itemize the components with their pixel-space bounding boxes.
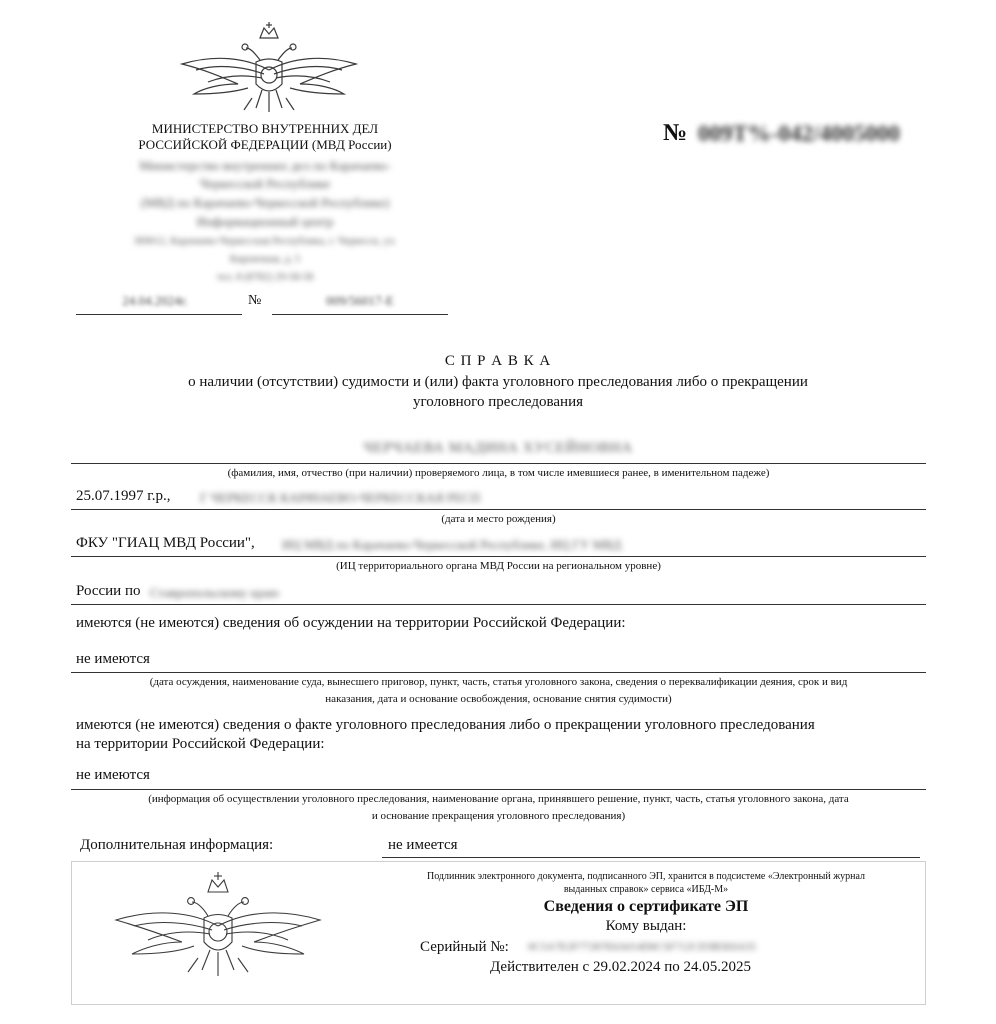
address-line-2: Кирпичная, д. 5 bbox=[229, 254, 301, 265]
address-line-3: тел. 8 (8782) 29-58-58 bbox=[216, 272, 314, 283]
double-headed-eagle-emblem-stamp bbox=[112, 868, 324, 980]
ministry-name-line1: МИНИСТЕРСТВО ВНУТРЕННИХ ДЕЛ bbox=[151, 121, 379, 136]
regional-org-line-4: Информационный центр bbox=[196, 214, 334, 229]
russia-prefix: России по bbox=[76, 583, 141, 599]
doc-number: 009Т%-042/4005000 bbox=[698, 121, 900, 146]
ic-value: ФКУ "ГИАЦ МВД России", bbox=[76, 535, 255, 551]
double-headed-eagle-emblem-top bbox=[176, 18, 362, 116]
cert-heading: Сведения о сертификате ЭП bbox=[543, 898, 749, 915]
reg-number: 009/56017-Е bbox=[326, 293, 394, 308]
doc-number-prefix: № bbox=[663, 120, 688, 146]
cert-note-line1: Подлинник электронного документа, подписанного ЭП, хранится в подсистеме «Электронный журнал bbox=[426, 871, 866, 882]
conviction-caption-2: наказания, дата и основание освобождения, основание снятия судимости) bbox=[325, 693, 672, 705]
prosecution-question-1: имеются (не имеются) сведения о факте уголовного преследования либо о прекращении уголовного преследования bbox=[76, 717, 815, 733]
address-line-1: 369012, Карачаево-Черкесская Республика, г. Черкесск, ул. bbox=[133, 236, 397, 247]
prosecution-caption-1: (информация об осуществлении уголовного преследования, наименование органа, принявшего решение, пункт, часть, статья уголовного закона, дата bbox=[148, 793, 849, 805]
ic-value-blurred: ИЦ МВД по Карачаево-Черкесской Республике, ИЦ ГУ МВД bbox=[282, 537, 622, 552]
doc-subtitle-line2: уголовного преследования bbox=[413, 394, 583, 410]
birth-caption: (дата и место рождения) bbox=[441, 513, 556, 525]
regional-org-line-3: (МВД по Карачаево-Черкесской Республике) bbox=[140, 195, 390, 210]
prosecution-answer: не имеются bbox=[76, 767, 150, 783]
prosecution-line bbox=[71, 789, 926, 790]
conviction-question: имеются (не имеются) сведения об осуждении на территории Российской Федерации: bbox=[76, 615, 626, 631]
date-underline bbox=[76, 314, 242, 315]
cert-serial-value: 0C5A7E2F77287E6A014D6C5F712CD3B5E6A55 bbox=[528, 941, 756, 953]
fio-caption: (фамилия, имя, отчество (при наличии) проверяемого лица, в том числе имевшиеся ранее, в именительном падеже) bbox=[227, 467, 770, 479]
conviction-answer: не имеются bbox=[76, 651, 150, 667]
russia-region: Ставропольскому краю bbox=[150, 585, 279, 600]
doc-subtitle-line1: о наличии (отсутствии) судимости и (или) факта уголовного преследования либо о прекращении bbox=[188, 374, 808, 390]
ic-line bbox=[71, 556, 926, 557]
extra-info-value: не имеется bbox=[388, 837, 458, 853]
birth-date: 25.07.1997 г.р., bbox=[76, 488, 171, 504]
doc-title: С П Р А В К А bbox=[444, 353, 552, 369]
cert-validity: Действителен с 29.02.2024 по 24.05.2025 bbox=[490, 959, 751, 975]
russia-line bbox=[71, 604, 926, 605]
birth-line bbox=[71, 509, 926, 510]
birth-place: Г ЧЕРКЕССК КАРАЧАЕВО-ЧЕРКЕССКАЯ РЕСП bbox=[200, 490, 481, 505]
ic-caption: (ИЦ территориального органа МВД России на региональном уровне) bbox=[336, 560, 661, 572]
extra-info-line bbox=[382, 857, 920, 858]
fio-line bbox=[71, 463, 926, 464]
fio-value: ЧЕРЧАЕВА МАДИНА ХУСЕЙНОВНА bbox=[363, 440, 633, 456]
extra-info-label: Дополнительная информация: bbox=[80, 837, 274, 853]
prosecution-question-2: на территории Российской Федерации: bbox=[76, 736, 325, 752]
certificate-box bbox=[71, 861, 926, 1005]
ministry-name-line2: РОССИЙСКОЙ ФЕДЕРАЦИИ (МВД России) bbox=[138, 137, 392, 152]
reg-number-underline bbox=[272, 314, 448, 315]
issue-date: 24.04.2024г. bbox=[122, 293, 188, 308]
conviction-line bbox=[71, 672, 926, 673]
reg-number-sign: № bbox=[248, 293, 262, 308]
regional-org-line-2: Черкесской Республике bbox=[199, 176, 331, 191]
cert-note-line2: выданных справок» сервиса «ИБД-М» bbox=[563, 884, 729, 895]
prosecution-caption-2: и основание прекращения уголовного преследования) bbox=[371, 810, 626, 822]
conviction-caption-1: (дата осуждения, наименование суда, вынесшего приговор, пункт, часть, статья уголовного закона, сведения о переквалификации деяния, срок и вид bbox=[149, 676, 848, 688]
cert-serial-label: Серийный №: bbox=[420, 939, 509, 955]
regional-org-line-1: Министерство внутренних дел по Карачаево- bbox=[139, 158, 391, 173]
cert-issued-to: Кому выдан: bbox=[605, 918, 687, 934]
